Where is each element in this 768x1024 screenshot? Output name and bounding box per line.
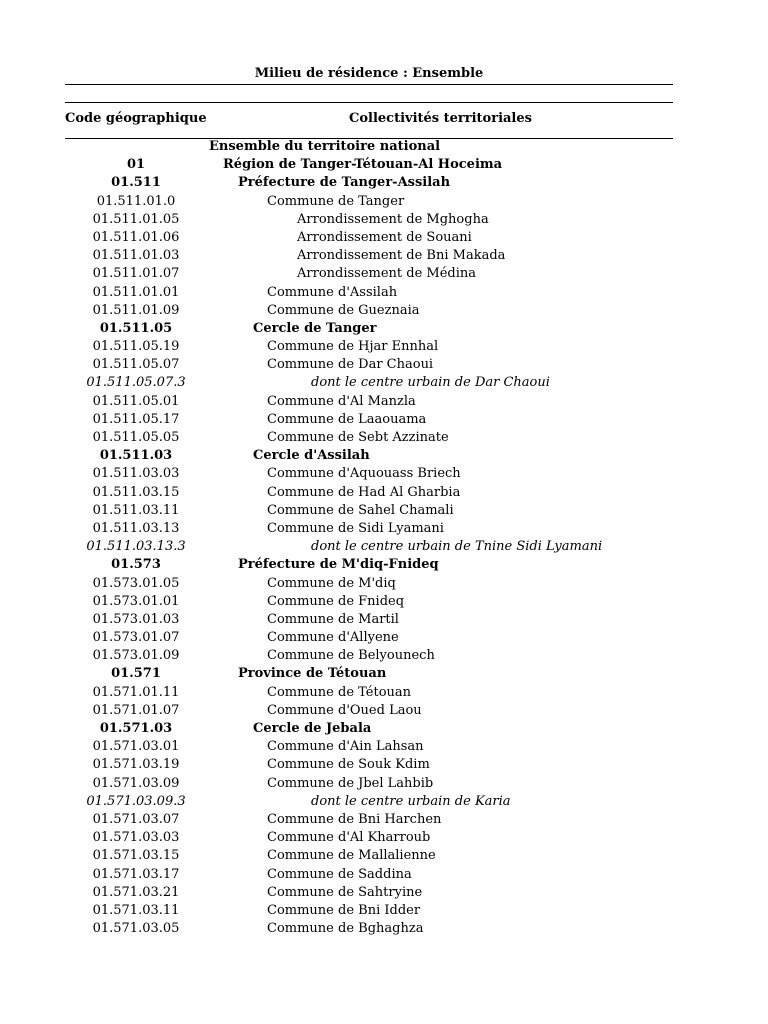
collectivite-name: Commune de Gueznaia (267, 302, 420, 318)
table-row (0, 647, 768, 665)
collectivite-name: Arrondissement de Souani (297, 229, 472, 245)
geo-code: 01.511.01.09 (92, 302, 180, 318)
collectivite-name: Commune de Sahel Chamali (267, 502, 454, 518)
geo-code: 01.571.03.05 (92, 921, 180, 937)
table-row (0, 247, 768, 265)
table-row (0, 702, 768, 720)
collectivite-name: Cercle d'Assilah (253, 448, 370, 464)
table-row (0, 356, 768, 374)
table-row (0, 738, 768, 756)
collectivite-name: Commune de Had Al Gharbia (267, 484, 461, 500)
table-row (0, 611, 768, 629)
geo-code: 01.511.01.06 (92, 229, 180, 245)
table-row (0, 665, 768, 683)
header-top-rule (65, 102, 673, 103)
collectivite-name: Commune de Jbel Lahbib (267, 775, 434, 791)
table-row (0, 374, 768, 392)
geo-code: 01.511.03.15 (92, 484, 180, 500)
collectivite-name: Commune de Tétouan (267, 684, 412, 700)
table-row (0, 756, 768, 774)
collectivite-name: Commune de Souk Kdim (267, 757, 430, 773)
geo-code: 01.511.03.11 (92, 502, 180, 518)
table-row (0, 538, 768, 556)
collectivite-name: Commune d'Ain Lahsan (267, 739, 424, 755)
collectivite-name: Commune de Tanger (267, 193, 405, 209)
collectivite-name: Commune d'Aquouass Briech (267, 466, 461, 482)
table-row (0, 811, 768, 829)
geo-code: 01.571.03.11 (92, 902, 180, 918)
table-row (0, 411, 768, 429)
collectivite-name: Commune de Sidi Lyamani (267, 520, 444, 536)
collectivite-name: Préfecture de Tanger-Assilah (238, 175, 451, 191)
collectivite-name: Province de Tétouan (238, 666, 387, 682)
geo-code: 01.511.05.01 (92, 393, 180, 409)
table-row (0, 320, 768, 338)
geo-code: 01.511.05 (99, 320, 173, 336)
table-row (0, 229, 768, 247)
geo-code: 01.573 (111, 557, 161, 573)
table-row (0, 211, 768, 229)
collectivite-name: Cercle de Tanger (253, 320, 377, 336)
collectivite-name: Commune de Bghaghza (267, 921, 424, 937)
collectivite-name: Commune de Sahtryine (267, 884, 423, 900)
geo-code: 01.571.03.15 (92, 848, 180, 864)
geo-code: 01.573.01.07 (92, 630, 180, 646)
collectivite-name: dont le centre urbain de Dar Chaoui (311, 375, 550, 391)
table-row (0, 302, 768, 320)
table-row (0, 884, 768, 902)
geo-code: 01.511.01.05 (92, 211, 180, 227)
collectivite-name: Commune de Saddina (267, 866, 412, 882)
geo-code: 01.511.01.0 (96, 193, 176, 209)
geo-code: 01.511.03.03 (92, 466, 180, 482)
table-row (0, 629, 768, 647)
table-row (0, 847, 768, 865)
collectivite-name: Commune d'Oued Laou (267, 702, 422, 718)
table-row (0, 902, 768, 920)
table-row (0, 575, 768, 593)
collectivite-name: Arrondissement de Médina (297, 266, 477, 282)
title-rule (65, 84, 673, 85)
geo-code: 01.511.03.13 (92, 520, 180, 536)
geo-code: 01.511.01.07 (92, 266, 180, 282)
geo-code: 01.511.05.17 (92, 411, 180, 427)
geo-code: 01.511.01.03 (92, 248, 180, 264)
geo-code: 01.571.03.19 (92, 757, 180, 773)
table-row (0, 193, 768, 211)
geo-code: 01.571.03 (99, 721, 173, 736)
collectivite-name: Commune de Fnideq (267, 593, 405, 609)
collectivite-name: Commune d'Al Manzla (267, 393, 416, 409)
table-row (0, 429, 768, 447)
geo-code: 01.573.01.09 (92, 648, 180, 664)
collectivite-name: Commune de Bni Idder (267, 902, 421, 918)
geo-code: 01.573.01.05 (92, 575, 180, 591)
geo-code: 01.571.03.09.3 (86, 793, 186, 809)
table-title: Milieu de résidence : Ensemble (254, 66, 484, 81)
table-row (0, 465, 768, 483)
geo-code: 01.571.03.01 (92, 739, 180, 755)
table-row (0, 920, 768, 938)
geo-code: 01.573.01.01 (92, 593, 180, 609)
table-row (0, 393, 768, 411)
table-row (0, 866, 768, 884)
table-body (0, 138, 768, 938)
table-row (0, 502, 768, 520)
geo-code: 01.511.05.07.3 (86, 375, 186, 391)
geo-code: 01.511 (111, 175, 161, 191)
table-row (0, 775, 768, 793)
collectivite-name: Commune de M'diq (267, 575, 396, 591)
table-row (0, 556, 768, 574)
geo-code: 01.511.05.19 (92, 339, 180, 355)
collectivite-name: Commune d'Assilah (267, 284, 398, 300)
table-row (0, 447, 768, 465)
collectivite-name: Commune de Mallalienne (267, 848, 436, 864)
column-header-code: Code géographique (65, 111, 207, 126)
table-row (0, 829, 768, 847)
collectivite-name: dont le centre urbain de Karia (311, 793, 511, 809)
table-row (0, 684, 768, 702)
column-header-collectivites: Collectivités territoriales (349, 111, 532, 126)
collectivite-name: Commune de Bni Harchen (267, 811, 442, 827)
collectivite-name: Région de Tanger-Tétouan-Al Hoceima (223, 157, 503, 173)
geo-code: 01.511.03.13.3 (86, 539, 186, 555)
table-row (0, 284, 768, 302)
table-row (0, 138, 768, 156)
geo-code: 01.573.01.03 (92, 611, 180, 627)
collectivite-name: Arrondissement de Mghogha (297, 211, 489, 227)
geo-code: 01.571.03.03 (92, 830, 180, 846)
collectivite-name: Commune de Sebt Azzinate (267, 430, 449, 445)
collectivite-name: Commune de Hjar Ennhal (267, 339, 439, 355)
collectivite-name: Préfecture de M'diq-Fnideq (238, 557, 439, 573)
geo-code: 01.571.03.21 (92, 884, 180, 900)
table-row (0, 520, 768, 538)
table-row (0, 156, 768, 174)
geo-code: 01.571 (111, 666, 161, 682)
collectivite-name: Commune d'Al Kharroub (267, 830, 431, 846)
table-row (0, 338, 768, 356)
collectivite-name: dont le centre urbain de Tnine Sidi Lyamani (311, 539, 603, 555)
geo-code: 01.511.03 (99, 448, 173, 464)
collectivite-name: Arrondissement de Bni Makada (297, 248, 506, 264)
geo-code: 01.571.03.07 (92, 811, 180, 827)
collectivite-name: Commune de Dar Chaoui (267, 357, 434, 373)
geo-code: 01 (126, 157, 146, 173)
collectivite-name: Commune de Belyounech (267, 648, 435, 664)
geo-code: 01.571.03.09 (92, 775, 180, 791)
collectivite-name: Commune de Martil (267, 611, 399, 627)
geo-code: 01.571.03.17 (92, 866, 180, 882)
table-row (0, 484, 768, 502)
table-row (0, 593, 768, 611)
geo-code: 01.511.05.05 (92, 430, 180, 445)
table-row (0, 720, 768, 738)
table-row (0, 174, 768, 192)
geo-code: 01.571.01.11 (92, 684, 180, 700)
collectivite-name: Commune d'Allyene (267, 630, 399, 646)
collectivite-name: Ensemble du territoire national (209, 139, 441, 154)
table-row (0, 793, 768, 811)
table-row (0, 265, 768, 283)
collectivite-name: Cercle de Jebala (253, 721, 372, 736)
geo-code: 01.511.01.01 (92, 284, 180, 300)
geo-code: 01.571.01.07 (92, 702, 180, 718)
collectivite-name: Commune de Laaouama (267, 411, 427, 427)
geo-code: 01.511.05.07 (92, 357, 180, 373)
